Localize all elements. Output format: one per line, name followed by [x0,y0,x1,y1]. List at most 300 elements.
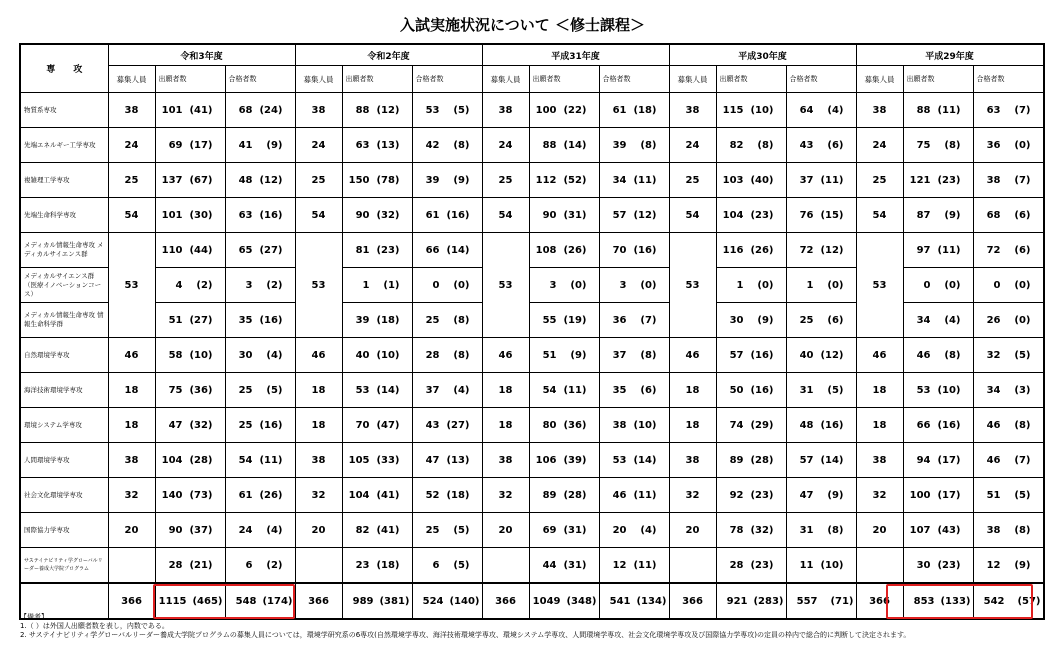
year-header: 令和2年度 [295,44,482,66]
foreign-count: (41) [376,524,400,536]
table-row [20,513,1044,548]
admitted-cell [786,373,856,408]
foreign-count: (6) [1014,209,1031,221]
capacity-cell: 32 [295,478,342,513]
admitted-cell [786,443,856,478]
column-header: 合格者数 [973,66,1044,93]
applicants-cell [342,513,412,548]
count-value: 106 [535,454,557,466]
applicants-cell [529,478,599,513]
total-value: 921 [726,595,748,607]
foreign-count: (73) [189,489,213,501]
count-value: 52 [425,489,440,501]
total-value: 541 [609,595,631,607]
foreign-count: (8) [757,139,774,151]
total-value: 853 [913,595,935,607]
capacity-cell: 25 [295,163,342,198]
applicants-cell [716,233,786,268]
admitted-cell [412,128,482,163]
admitted-cell [973,373,1044,408]
count-value: 82 [729,139,744,151]
admitted-cell [786,303,856,338]
admitted-cell [973,408,1044,443]
count-value: 74 [729,419,744,431]
count-value: 46 [916,349,931,361]
foreign-count: (16) [259,419,283,431]
capacity-cell: 24 [108,128,155,163]
foreign-count: (11) [937,244,961,256]
count-value: 75 [916,139,931,151]
applicants-cell [342,93,412,128]
foreign-count: (23) [750,489,774,501]
admitted-cell [599,233,669,268]
foreign-count: (18) [376,314,400,326]
foreign-count: (32) [750,524,774,536]
foreign-count: (44) [189,244,213,256]
total-foreign: (134) [636,595,667,607]
capacity-cell: 54 [295,198,342,233]
applicants-cell [529,93,599,128]
capacity-cell: 18 [669,408,716,443]
admitted-cell [973,338,1044,373]
count-value: 3 [549,279,557,291]
count-value: 37 [799,174,814,186]
count-value: 34 [916,314,931,326]
count-value: 12 [612,559,627,571]
foreign-count: (0) [1014,139,1031,151]
total-value: 548 [235,595,257,607]
table-row [20,408,1044,443]
count-value: 25 [799,314,814,326]
foreign-count: (6) [827,314,844,326]
column-header: 合格者数 [786,66,856,93]
foreign-count: (39) [563,454,587,466]
applicants-cell [716,198,786,233]
count-value: 116 [722,244,744,256]
foreign-count: (6) [640,384,657,396]
count-value: 87 [916,209,931,221]
foreign-count: (43) [937,524,961,536]
foreign-count: (7) [1014,454,1031,466]
foreign-count: (8) [944,139,961,151]
foreign-count: (52) [563,174,587,186]
table-row [20,233,1044,268]
count-value: 88 [542,139,557,151]
applicants-cell [716,338,786,373]
foreign-count: (4) [640,524,657,536]
admitted-cell [412,408,482,443]
applicants-cell [903,198,973,233]
applicants-cell [529,198,599,233]
admitted-cell [786,93,856,128]
count-value: 38 [986,174,1001,186]
admitted-cell [786,198,856,233]
foreign-count: (8) [453,314,470,326]
table-row [20,198,1044,233]
foreign-count: (11) [633,489,657,501]
applicants-cell [903,338,973,373]
admitted-cell [599,478,669,513]
header-row-years [20,44,1044,66]
foreign-count: (11) [937,104,961,116]
foreign-count: (22) [563,104,587,116]
count-value: 140 [161,489,183,501]
capacity-cell: 38 [482,93,529,128]
foreign-count: (23) [376,244,400,256]
count-value: 11 [799,559,814,571]
major-name: 海洋技術環境学専攻 [20,373,108,408]
capacity-cell: 18 [295,373,342,408]
count-value: 104 [348,489,370,501]
foreign-count: (10) [189,349,213,361]
foreign-count: (23) [750,559,774,571]
applicants-cell [716,93,786,128]
count-value: 90 [542,209,557,221]
foreign-count: (16) [750,384,774,396]
foreign-count: (5) [827,384,844,396]
total-foreign: (381) [379,595,410,607]
foreign-count: (10) [633,419,657,431]
capacity-cell: 24 [295,128,342,163]
count-value: 46 [612,489,627,501]
capacity-cell: 38 [295,93,342,128]
count-value: 72 [799,244,814,256]
count-value: 150 [348,174,370,186]
year-header: 平成31年度 [482,44,669,66]
foreign-count: (3) [1014,384,1031,396]
count-value: 92 [729,489,744,501]
note-1: 1.（ ）は外国人出願者数を表し，内数である。 [20,622,169,630]
applicants-cell [155,163,225,198]
count-value: 110 [161,244,183,256]
table-row [20,93,1044,128]
capacity-cell: 25 [669,163,716,198]
capacity-cell: 53 [295,233,342,338]
count-value: 34 [986,384,1001,396]
admitted-cell [225,443,295,478]
foreign-count: (9) [1014,559,1031,571]
total-capacity: 366 [856,583,903,619]
count-value: 37 [612,349,627,361]
applicants-cell [716,128,786,163]
count-value: 97 [916,244,931,256]
applicants-cell [342,338,412,373]
applicants-cell [716,478,786,513]
capacity-cell: 20 [295,513,342,548]
foreign-count: (29) [750,419,774,431]
applicants-cell [155,268,225,303]
foreign-count: (2) [266,279,283,291]
corner-label: 専 攻 [20,44,108,93]
capacity-cell: 18 [669,373,716,408]
count-value: 25 [238,384,253,396]
admitted-cell [973,513,1044,548]
admitted-cell [599,93,669,128]
table-row [20,128,1044,163]
admissions-table [19,43,1045,620]
foreign-count: (2) [266,559,283,571]
count-value: 23 [355,559,370,571]
applicants-cell [342,373,412,408]
foreign-count: (27) [189,314,213,326]
count-value: 36 [986,139,1001,151]
foreign-count: (0) [1014,314,1031,326]
admitted-cell [786,128,856,163]
foreign-count: (27) [259,244,283,256]
major-name: 国際協力学専攻 [20,513,108,548]
total-capacity: 366 [108,583,155,619]
foreign-count: (9) [266,139,283,151]
count-value: 43 [799,139,814,151]
capacity-cell: 18 [295,408,342,443]
foreign-count: (32) [189,419,213,431]
count-value: 72 [986,244,1001,256]
applicants-cell [342,548,412,584]
capacity-cell: 38 [295,443,342,478]
count-value: 82 [355,524,370,536]
count-value: 53 [425,104,440,116]
applicants-cell [716,513,786,548]
count-value: 63 [986,104,1001,116]
capacity-cell: 38 [108,443,155,478]
count-value: 32 [986,349,1001,361]
foreign-count: (9) [757,314,774,326]
count-value: 61 [238,489,253,501]
admitted-cell [225,128,295,163]
foreign-count: (24) [259,104,283,116]
admitted-cell [412,303,482,338]
count-value: 69 [168,139,183,151]
foreign-count: (9) [453,174,470,186]
foreign-count: (26) [750,244,774,256]
count-value: 115 [722,104,744,116]
foreign-count: (6) [827,139,844,151]
foreign-count: (32) [376,209,400,221]
applicants-cell [529,408,599,443]
total-foreign: (57) [1017,595,1041,607]
foreign-count: (40) [750,174,774,186]
applicants-cell [342,303,412,338]
foreign-count: (8) [640,349,657,361]
foreign-count: (12) [376,104,400,116]
foreign-count: (10) [820,559,844,571]
count-value: 38 [612,419,627,431]
foreign-count: (0) [570,279,587,291]
foreign-count: (16) [937,419,961,431]
count-value: 26 [986,314,1001,326]
applicants-cell [342,198,412,233]
count-value: 30 [238,349,253,361]
admitted-cell [225,268,295,303]
applicants-cell [155,233,225,268]
count-value: 39 [612,139,627,151]
count-value: 47 [168,419,183,431]
capacity-cell [669,548,716,584]
major-name: 先端生命科学専攻 [20,198,108,233]
capacity-cell: 54 [108,198,155,233]
column-header: 募集人員 [482,66,529,93]
capacity-cell: 18 [108,408,155,443]
applicants-cell [342,443,412,478]
capacity-cell: 38 [108,93,155,128]
count-value: 100 [909,489,931,501]
admitted-cell [786,268,856,303]
capacity-cell [482,548,529,584]
count-value: 54 [542,384,557,396]
foreign-count: (17) [937,454,961,466]
count-value: 54 [238,454,253,466]
year-header: 平成30年度 [669,44,856,66]
capacity-cell: 38 [669,93,716,128]
capacity-cell [295,548,342,584]
admitted-cell [786,338,856,373]
count-value: 3 [619,279,627,291]
foreign-count: (78) [376,174,400,186]
count-value: 137 [161,174,183,186]
admitted-cell [225,93,295,128]
foreign-count: (6) [1014,244,1031,256]
foreign-count: (5) [1014,349,1031,361]
count-value: 0 [923,279,931,291]
count-value: 89 [729,454,744,466]
count-value: 0 [993,279,1001,291]
capacity-cell: 24 [482,128,529,163]
foreign-count: (18) [376,559,400,571]
count-value: 108 [535,244,557,256]
applicants-cell [716,408,786,443]
foreign-count: (28) [189,454,213,466]
count-value: 46 [986,454,1001,466]
count-value: 6 [245,559,253,571]
count-value: 1 [736,279,744,291]
count-value: 61 [425,209,440,221]
foreign-count: (28) [563,489,587,501]
admitted-cell [412,373,482,408]
column-header: 出願者数 [903,66,973,93]
count-value: 69 [542,524,557,536]
count-value: 47 [799,489,814,501]
capacity-cell: 53 [856,233,903,338]
foreign-count: (4) [827,104,844,116]
foreign-count: (7) [1014,174,1031,186]
applicants-cell [903,93,973,128]
admitted-cell [599,548,669,584]
major-name: メディカル情報生命専攻 メディカルサイエンス群 [20,233,108,268]
count-value: 107 [909,524,931,536]
capacity-cell: 38 [856,443,903,478]
applicants-cell [529,548,599,584]
foreign-count: (14) [446,244,470,256]
count-value: 47 [425,454,440,466]
foreign-count: (41) [376,489,400,501]
total-foreign: (174) [262,595,293,607]
capacity-cell: 24 [669,128,716,163]
count-value: 3 [245,279,253,291]
capacity-cell: 53 [108,233,155,338]
count-value: 89 [542,489,557,501]
admitted-cell [973,233,1044,268]
admitted-cell [973,478,1044,513]
applicants-cell [716,303,786,338]
applicants-cell [155,513,225,548]
count-value: 104 [722,209,744,221]
count-value: 39 [355,314,370,326]
applicants-cell [716,548,786,584]
capacity-cell: 54 [482,198,529,233]
count-value: 75 [168,384,183,396]
capacity-cell: 32 [108,478,155,513]
capacity-cell: 18 [482,373,529,408]
column-header: 募集人員 [108,66,155,93]
notes-section [20,613,910,640]
capacity-cell: 20 [856,513,903,548]
count-value: 58 [168,349,183,361]
applicants-cell [903,303,973,338]
capacity-cell: 53 [669,233,716,338]
foreign-count: (33) [376,454,400,466]
applicants-cell [903,513,973,548]
admitted-cell [225,198,295,233]
major-name: 環境システム学専攻 [20,408,108,443]
foreign-count: (0) [453,279,470,291]
foreign-count: (14) [376,384,400,396]
foreign-count: (12) [633,209,657,221]
total-foreign: (71) [830,595,854,607]
count-value: 44 [542,559,557,571]
foreign-count: (17) [937,489,961,501]
applicants-cell [903,128,973,163]
admitted-cell [412,443,482,478]
foreign-count: (13) [376,139,400,151]
capacity-cell [856,548,903,584]
foreign-count: (15) [820,209,844,221]
column-header: 出願者数 [342,66,412,93]
total-foreign: (133) [940,595,971,607]
admitted-cell [973,93,1044,128]
foreign-count: (0) [827,279,844,291]
count-value: 55 [542,314,557,326]
foreign-count: (67) [189,174,213,186]
admitted-cell [973,303,1044,338]
count-value: 65 [238,244,253,256]
foreign-count: (10) [750,104,774,116]
count-value: 48 [238,174,253,186]
foreign-count: (8) [640,139,657,151]
admitted-cell [225,233,295,268]
applicants-cell [155,303,225,338]
total-value: 1049 [532,595,561,607]
admitted-cell [599,128,669,163]
admitted-cell [599,373,669,408]
foreign-count: (28) [750,454,774,466]
total-foreign: (140) [449,595,480,607]
count-value: 53 [916,384,931,396]
admitted-cell [786,163,856,198]
foreign-count: (27) [446,419,470,431]
count-value: 30 [729,314,744,326]
applicants-cell [155,93,225,128]
count-value: 35 [612,384,627,396]
major-name: メディカルサイエンス群 （医療イノベーションコース） [20,268,108,303]
admitted-cell [599,198,669,233]
count-value: 42 [425,139,440,151]
count-value: 25 [425,524,440,536]
count-value: 68 [238,104,253,116]
total-foreign: (283) [753,595,784,607]
count-value: 40 [355,349,370,361]
count-value: 61 [612,104,627,116]
admitted-cell [412,233,482,268]
